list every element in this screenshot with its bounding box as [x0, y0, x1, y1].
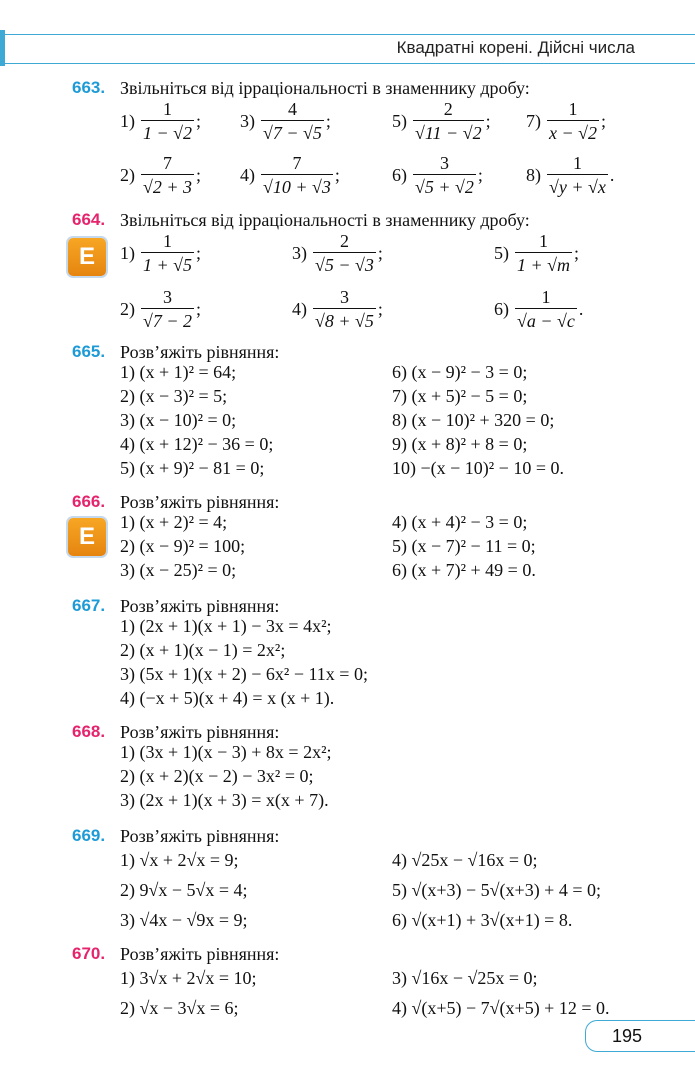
equation: 4) √25x − √16x = 0; [392, 850, 538, 870]
equation: 5) (x + 9)² − 81 = 0; [120, 458, 265, 478]
equation: 3) (x − 25)² = 0; [120, 560, 237, 580]
fraction-item [120, 152, 201, 199]
item-label: 2) [120, 165, 135, 185]
fraction-item [526, 98, 606, 145]
item-end: ; [485, 111, 491, 131]
exercise-task: Звільніться від ірраціональності в знаменнику дробу: [120, 210, 530, 230]
exercise-task: Розв’яжіть рівняння: [120, 342, 280, 362]
fraction [261, 152, 333, 199]
equation: 3) √16x − √25x = 0; [392, 968, 538, 988]
item-label: 4) [240, 165, 255, 185]
equation: 1) (2x + 1)(x + 1) − 3x = 4x²; [120, 616, 332, 636]
numerator: 7 [163, 153, 173, 173]
item-label: 2) [120, 299, 135, 319]
fraction [515, 230, 572, 277]
equation: 8) (x − 10)² + 320 = 0; [392, 410, 555, 430]
item-end: ; [196, 243, 202, 263]
denominator: √5 − √3 [313, 252, 376, 277]
numerator: 3 [439, 153, 449, 173]
exercise-task: Розв’яжіть рівняння: [120, 596, 280, 616]
denominator: √10 + √3 [261, 174, 333, 199]
numerator: 1 [541, 287, 551, 307]
equation: 4) (−x + 5)(x + 4) = x (x + 1). [120, 688, 335, 708]
exercise-number: 663. [72, 78, 106, 97]
denominator: √11 − √2 [413, 120, 484, 145]
equation: 6) √(x+1) + 3√(x+1) = 8. [392, 910, 573, 930]
denominator: √7 − √5 [261, 120, 324, 145]
denominator: √8 + √5 [313, 308, 376, 333]
denominator: 1 + √5 [141, 252, 194, 277]
item-label: 1) [120, 243, 135, 263]
fraction-item [120, 286, 201, 333]
denominator: √5 + √2 [413, 174, 476, 199]
equation: 3) (2x + 1)(x + 3) = x(x + 7). [120, 790, 329, 810]
item-label: 7) [526, 111, 541, 131]
equation: 6) (x − 9)² − 3 = 0; [392, 362, 528, 382]
equation: 2) √x − 3√x = 6; [120, 998, 239, 1018]
item-end: ; [196, 111, 202, 131]
item-end: ; [325, 111, 331, 131]
fraction [547, 152, 608, 199]
item-label: 1) [120, 111, 135, 131]
item-label: 5) [392, 111, 407, 131]
fraction [413, 152, 476, 199]
equation: 1) (x + 1)² = 64; [120, 362, 237, 382]
numerator: 3 [339, 287, 349, 307]
equation: 1) (x + 2)² = 4; [120, 512, 228, 532]
fraction [141, 286, 194, 333]
item-end: ; [196, 165, 202, 185]
exercise-task: Розв’яжіть рівняння: [120, 492, 280, 512]
exercise-task: Розв’яжіть рівняння: [120, 826, 280, 846]
equation: 4) (x + 12)² − 36 = 0; [120, 434, 274, 454]
item-label: 6) [494, 299, 509, 319]
fraction [515, 286, 577, 333]
denominator: √y + √x [547, 174, 608, 199]
item-label: 8) [526, 165, 541, 185]
numerator: 2 [339, 231, 349, 251]
item-end: ; [574, 243, 580, 263]
equation: 5) (x − 7)² − 11 = 0; [392, 536, 536, 556]
equation: 2) 9√x − 5√x = 4; [120, 880, 248, 900]
exercise-number: 665. [72, 342, 106, 361]
equation: 2) (x − 9)² = 100; [120, 536, 246, 556]
numerator: 4 [287, 99, 297, 119]
fraction [141, 230, 194, 277]
numerator: 2 [443, 99, 453, 119]
item-end: ; [601, 111, 607, 131]
equation: 9) (x + 8)² + 8 = 0; [392, 434, 528, 454]
item-end: . [609, 165, 615, 185]
item-label: 4) [292, 299, 307, 319]
item-label: 3) [240, 111, 255, 131]
page-header-title: Квадратні корені. Дійсні числа [396, 38, 635, 57]
numerator: 3 [163, 287, 173, 307]
item-label: 6) [392, 165, 407, 185]
equation: 3) √4x − √9x = 9; [120, 910, 248, 930]
item-label: 3) [292, 243, 307, 263]
equation: 2) (x − 3)² = 5; [120, 386, 228, 406]
fraction [413, 98, 484, 145]
fraction-item [120, 98, 201, 145]
equation: 10) −(x − 10)² − 10 = 0. [392, 458, 564, 478]
fraction [313, 230, 376, 277]
equation: 5) √(x+3) − 5√(x+3) + 4 = 0; [392, 880, 601, 900]
fraction-item [392, 98, 491, 145]
fraction-item [240, 152, 340, 199]
equation: 4) (x + 4)² − 3 = 0; [392, 512, 528, 532]
fraction [261, 98, 324, 145]
fraction-item [392, 152, 483, 199]
denominator: 1 − √2 [141, 120, 194, 145]
level-e-icon: E [68, 238, 106, 276]
numerator: 1 [572, 153, 582, 173]
fraction-item [240, 98, 331, 145]
fraction-item [292, 286, 383, 333]
denominator: √2 + 3 [141, 174, 194, 199]
fraction-item [120, 230, 201, 277]
fraction-item [494, 286, 583, 333]
page-number: 195 [585, 1020, 695, 1052]
exercise-task: Розв’яжіть рівняння: [120, 944, 280, 964]
numerator: 7 [292, 153, 302, 173]
exercise-number: 667. [72, 596, 106, 615]
equation: 3) (5x + 1)(x + 2) − 6x² − 11x = 0; [120, 664, 368, 684]
equation: 2) (x + 1)(x − 1) = 2x²; [120, 640, 286, 660]
item-end: ; [334, 165, 340, 185]
equation: 1) √x + 2√x = 9; [120, 850, 239, 870]
fraction-item [526, 152, 614, 199]
fraction [313, 286, 376, 333]
fraction [141, 98, 194, 145]
item-end: ; [377, 243, 383, 263]
fraction [547, 98, 599, 145]
equation: 2) (x + 2)(x − 2) − 3x² = 0; [120, 766, 314, 786]
fraction [141, 152, 194, 199]
equation: 6) (x + 7)² + 49 = 0. [392, 560, 536, 580]
exercise-number: 669. [72, 826, 106, 845]
item-end: ; [377, 299, 383, 319]
equation: 1) (3x + 1)(x − 3) + 8x = 2x²; [120, 742, 332, 762]
item-end: ; [196, 299, 202, 319]
item-end: ; [477, 165, 483, 185]
equation: 1) 3√x + 2√x = 10; [120, 968, 257, 988]
equation: 7) (x + 5)² − 5 = 0; [392, 386, 528, 406]
exercise-task: Розв’яжіть рівняння: [120, 722, 280, 742]
numerator: 1 [163, 99, 173, 119]
exercise-number: 666. [72, 492, 106, 511]
exercise-number: 664. [72, 210, 106, 229]
exercise-task: Звільніться від ірраціональності в знаменнику дробу: [120, 78, 530, 98]
equation: 4) √(x+5) − 7√(x+5) + 12 = 0. [392, 998, 610, 1018]
fraction-item [494, 230, 579, 277]
exercise-number: 670. [72, 944, 106, 963]
numerator: 1 [163, 231, 173, 251]
numerator: 1 [568, 99, 578, 119]
numerator: 1 [539, 231, 549, 251]
denominator: √7 − 2 [141, 308, 194, 333]
fraction-item [292, 230, 383, 277]
exercise-number: 668. [72, 722, 106, 741]
item-end: . [578, 299, 584, 319]
denominator: 1 + √m [515, 252, 572, 277]
item-label: 5) [494, 243, 509, 263]
level-e-icon: E [68, 518, 106, 556]
equation: 3) (x − 10)² = 0; [120, 410, 237, 430]
denominator: √a − √c [515, 308, 577, 333]
denominator: x − √2 [547, 120, 599, 145]
